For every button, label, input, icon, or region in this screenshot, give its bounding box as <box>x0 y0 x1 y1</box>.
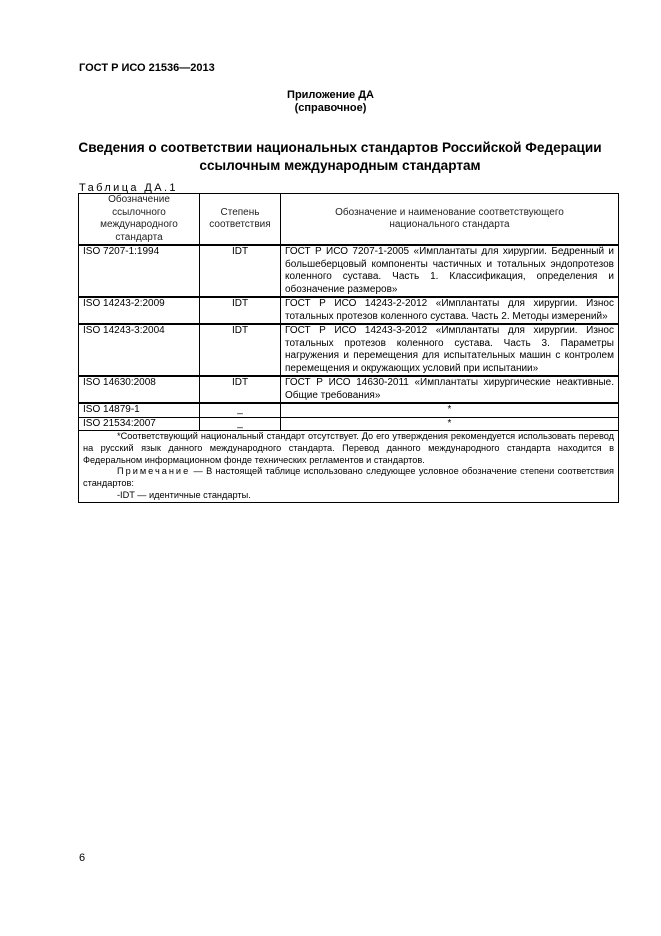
header-text: стандарта <box>115 231 163 243</box>
note-text: — В настоящей таблице использовано следующее условное обозначение степени соответствия стандартов: <box>83 466 614 489</box>
header-degree <box>200 194 281 246</box>
section-title-line2: ссылочным международным стандартам <box>199 158 481 173</box>
cell-national: ГОСТ Р ИСО 14243-2-2012 «Имплантаты для хирургии. Износ тотальных протезов коленного сустава. Часть 2. Методы измерений» <box>281 297 619 324</box>
page-number: 6 <box>79 852 86 864</box>
cell-degree: _ <box>200 417 281 431</box>
table-row <box>79 324 619 376</box>
cell-ref: ISO 7207-1:1994 <box>79 245 200 297</box>
cell-degree: IDT <box>200 376 281 403</box>
table-notes <box>79 431 619 503</box>
header-text: национального стандарта <box>389 219 510 230</box>
table-row <box>79 417 619 431</box>
header-text: Обозначение <box>108 194 170 205</box>
table-row <box>79 297 619 324</box>
header-national-standard <box>281 194 619 246</box>
header-text: Степень <box>220 206 260 218</box>
header-text: соответствия <box>209 219 271 230</box>
table-row <box>79 376 619 403</box>
cell-degree: IDT <box>200 297 281 324</box>
correspondence-table <box>78 193 619 503</box>
cell-national: * <box>281 403 619 417</box>
table-notes-row <box>79 431 619 503</box>
cell-ref: ISO 21534:2007 <box>79 417 200 431</box>
cell-national: ГОСТ Р ИСО 14630-2011 «Имплантаты хирургические неактивные. Общие требования» <box>281 376 619 403</box>
document-code: ГОСТ Р ИСО 21536—2013 <box>79 62 215 74</box>
table-header-row <box>79 194 619 246</box>
header-text: международного <box>100 219 178 230</box>
cell-degree: _ <box>200 403 281 417</box>
table-row <box>79 403 619 417</box>
cell-degree: IDT <box>200 245 281 297</box>
cell-ref: ISO 14630:2008 <box>79 376 200 403</box>
cell-degree: IDT <box>200 324 281 376</box>
cell-ref: ISO 14243-2:2009 <box>79 297 200 324</box>
header-text: ссылочного <box>112 206 166 218</box>
note-paragraph <box>83 466 614 490</box>
footnote-text: *Соответствующий национальный стандарт отсутствует. До его утверждения рекомендуется использовать перевод на русский язык данного международного стандарта. Перевод данного международного стандарта находится в Федеральном информационном фонде технических регламентов и стандартов. <box>83 431 614 465</box>
note-label: Примечание <box>117 466 191 477</box>
appendix-title: Приложение ДА <box>287 89 374 101</box>
cell-national: ГОСТ Р ИСО 7207-1-2005 «Имплантаты для хирургии. Бедренный и большеберцовый компоненты частичных и тотальных эндопротезов коленного сустава. Часть 1. Классификация, определения и обозначение размеров» <box>281 245 619 297</box>
section-title-line1: Сведения о соответствии национальных стандартов Российской Федерации <box>78 140 602 155</box>
cell-ref: ISO 14879-1 <box>79 403 200 417</box>
legend-text: -IDT — идентичные стандарты. <box>117 489 251 500</box>
appendix-subtitle: (справочное) <box>294 102 367 114</box>
cell-ref: ISO 14243-3:2004 <box>79 324 200 376</box>
header-text: Обозначение и наименование соответствующего <box>335 206 564 218</box>
header-ref-standard <box>79 194 200 246</box>
cell-national: ГОСТ Р ИСО 14243-3-2012 «Имплантаты для хирургии. Износ тотальных протезов коленного сустава. Часть 3. Параметры нагружения и перемещения для испытательных машин с контролем перемещения и окружающих условий при испытании» <box>281 324 619 376</box>
section-title <box>60 139 620 175</box>
table-row <box>79 245 619 297</box>
cell-national: * <box>281 417 619 431</box>
table-caption: Таблица ДА.1 <box>79 182 178 194</box>
